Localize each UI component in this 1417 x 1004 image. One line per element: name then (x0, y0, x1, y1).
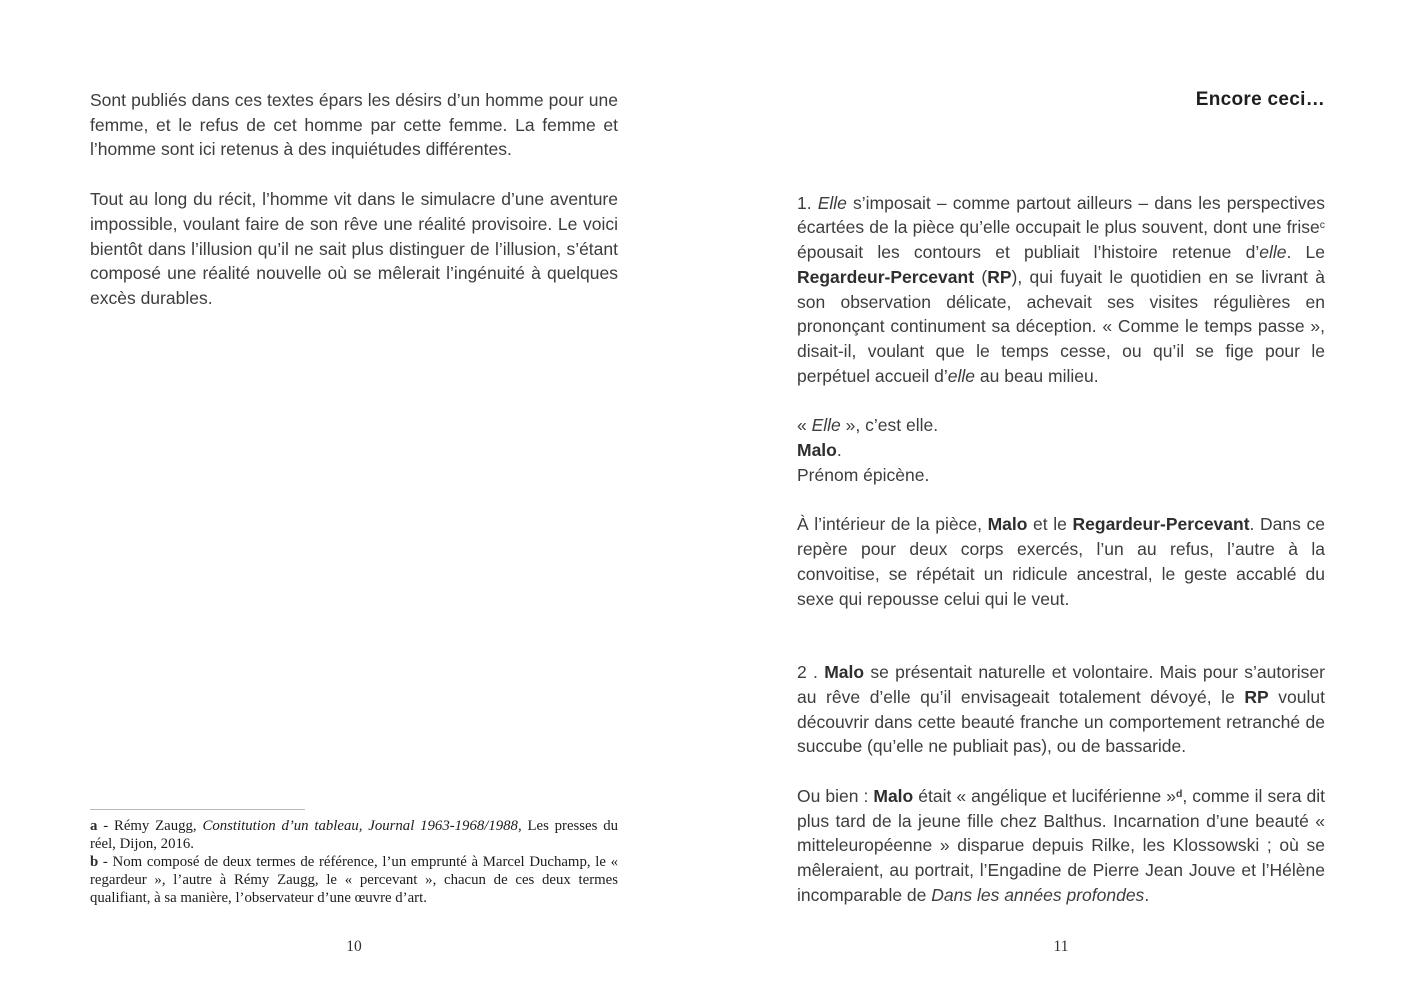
right-paragraph-oubien: Ou bien : Malo était « angélique et luciférienne »$^d$, comme il sera dit plus tard de la jeune fille chez Balthus. Incarnation d’une beauté « mitteleuropéenne » disparue depuis Rilke, les Klossowski ; où se mêleraient, au portrait, l’Engadine de Pierre Jean Jouve et l’Hélène incomparable de Dans les années profondes. (797, 786, 1325, 905)
footnote-b: b - Nom composé de deux termes de référence, l’un emprunté à Marcel Duchamp, le « regardeur », l’autre à Rémy Zaugg, le « percevant », chacun de ces deux termes qualifiant, à sa manière, l’observateur d’une œuvre d’art. (90, 854, 618, 906)
right-paragraph-interieur: À l’intérieur de la pièce, Malo et le Regardeur-Percevant. Dans ce repère pour deux corps exercés, l’un au refus, l’autre à la convoitise, se répétait un ridicule ancestral, le geste accablé du sexe qui repousse celui qui le veut. (797, 514, 1325, 609)
left-paragraph-2: Tout au long du récit, l’homme vit dans le simulacre d’une aventure impossible, voulant faire de son rêve une réalité provisoire. Le voici bientôt dans l’illusion qu’il ne sait plus distinguer de l’illusion, s’étant composé une réalité nouvelle où se mêlerait l’ingénuité à quelques excès durables. (90, 189, 618, 308)
page-number-right: 11 (1053, 938, 1069, 955)
left-body-text (90, 0, 618, 311)
right-paragraph-1: 1. Elle s’imposait – comme partout ailleurs – dans les perspectives écartées de la pièce qu’elle occupait le plus souvent, dont une frise$^c$ épousait les contours et publiait l’histoire retenue d’elle. Le Regardeur-Percevant (RP), qui fuyait le quotidien en se livrant à son observation délicate, achevait ses visites régulières en prononçant continument sa déception. « Comme le temps passe », disait-il, voulant que le temps cesse, ou qu’il se fige pour le perpétuel accueil d’elle au beau milieu. (797, 192, 1325, 386)
right-line-malo: Malo. (797, 440, 842, 461)
page-number-left: 10 (346, 938, 362, 955)
page-left (90, 0, 618, 1004)
page-right (797, 0, 1325, 1004)
footnotes-block (90, 809, 618, 907)
right-line-elle: « Elle », c’est elle. (797, 415, 939, 436)
right-body-text (797, 0, 1325, 908)
footnote-separator (90, 809, 305, 810)
running-head: Encore ceci… (1195, 89, 1325, 110)
right-line-prenom: Prénom épicène. (797, 464, 930, 485)
right-paragraph-2: 2 . Malo se présentait naturelle et volontaire. Mais pour s’autoriser au rêve d’elle qu’il envisageait totalement dévoyé, le RP voulut découvrir dans cette beauté franche un comportement retranché de succube (qu’elle ne publiait pas), ou de bassaride. (797, 662, 1326, 757)
footnote-a: a - Rémy Zaugg, Constitution d’un tableau, Journal 1963-1968/1988, Les presses du réel, Dijon, 2016. (90, 818, 618, 852)
left-paragraph-1: Sont publiés dans ces textes épars les désirs d’un homme pour une femme, et le refus de cet homme par cette femme. La femme et l’homme sont ici retenus à des inquiétudes différentes. (90, 90, 618, 160)
